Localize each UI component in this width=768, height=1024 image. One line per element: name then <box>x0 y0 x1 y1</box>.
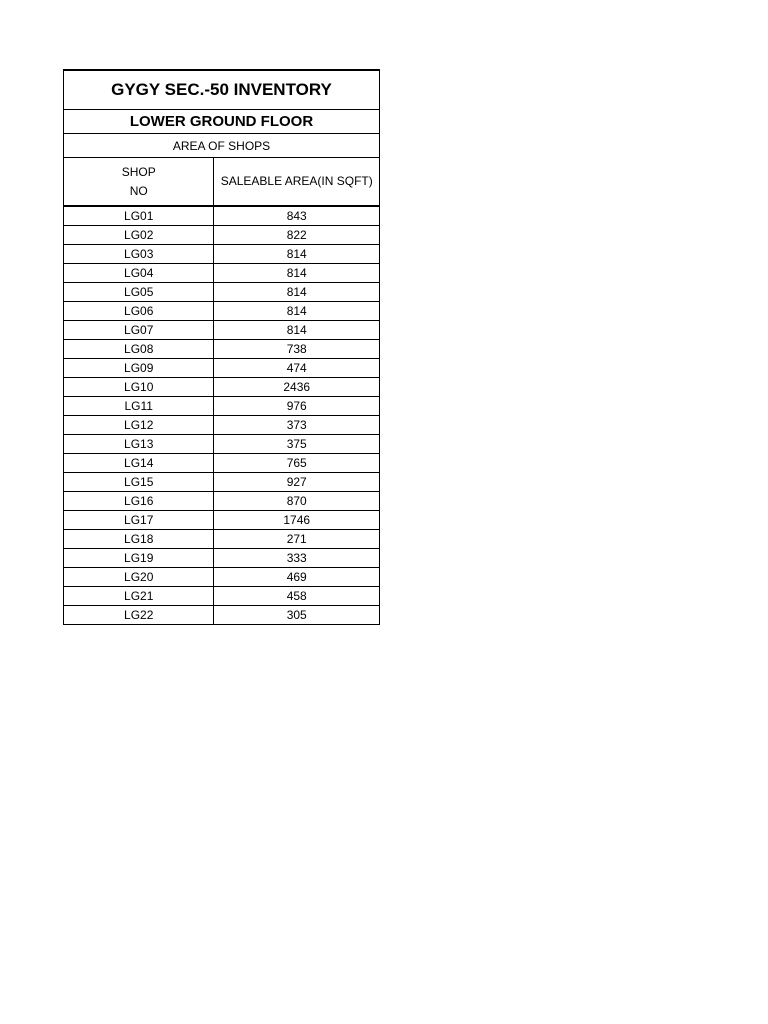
table-row <box>64 283 380 302</box>
table-row <box>64 264 380 283</box>
shop-no-cell: LG11 <box>64 397 214 416</box>
table-row <box>64 206 380 226</box>
table-body <box>64 70 380 625</box>
table-row <box>64 530 380 549</box>
shop-no-cell: LG04 <box>64 264 214 283</box>
section-row <box>64 134 380 158</box>
table-row <box>64 606 380 625</box>
shop-no-cell: LG20 <box>64 568 214 587</box>
table-row <box>64 245 380 264</box>
shop-no-header <box>64 158 214 207</box>
table-row <box>64 416 380 435</box>
shop-no-cell: LG12 <box>64 416 214 435</box>
shop-no-cell: LG13 <box>64 435 214 454</box>
shop-no-cell: LG16 <box>64 492 214 511</box>
table-row <box>64 473 380 492</box>
shop-no-cell: LG01 <box>64 206 214 226</box>
saleable-area-cell: 814 <box>214 264 380 283</box>
saleable-area-cell: 271 <box>214 530 380 549</box>
table-row <box>64 378 380 397</box>
saleable-area-cell: 843 <box>214 206 380 226</box>
table-row <box>64 435 380 454</box>
table-row <box>64 568 380 587</box>
table-row <box>64 587 380 606</box>
shop-no-cell: LG02 <box>64 226 214 245</box>
saleable-area-cell: 458 <box>214 587 380 606</box>
saleable-area-cell: 870 <box>214 492 380 511</box>
table-row <box>64 454 380 473</box>
saleable-area-cell: 927 <box>214 473 380 492</box>
shop-no-cell: LG03 <box>64 245 214 264</box>
saleable-area-cell: 814 <box>214 302 380 321</box>
saleable-area-cell: 305 <box>214 606 380 625</box>
shop-no-cell: LG07 <box>64 321 214 340</box>
table-row <box>64 359 380 378</box>
title-row <box>64 70 380 110</box>
shop-no-cell: LG17 <box>64 511 214 530</box>
inventory-title: GYGY SEC.-50 INVENTORY <box>64 70 380 110</box>
floor-heading: LOWER GROUND FLOOR <box>64 110 380 134</box>
saleable-area-cell: 1746 <box>214 511 380 530</box>
table-row <box>64 226 380 245</box>
shop-no-cell: LG06 <box>64 302 214 321</box>
saleable-area-cell: 469 <box>214 568 380 587</box>
saleable-area-cell: 2436 <box>214 378 380 397</box>
table-row <box>64 302 380 321</box>
saleable-area-cell: 373 <box>214 416 380 435</box>
shop-no-cell: LG22 <box>64 606 214 625</box>
shop-no-cell: LG08 <box>64 340 214 359</box>
shop-no-cell: LG10 <box>64 378 214 397</box>
table-row <box>64 340 380 359</box>
saleable-area-cell: 822 <box>214 226 380 245</box>
shop-no-header-line2: NO <box>129 183 148 198</box>
table-row <box>64 492 380 511</box>
saleable-area-cell: 814 <box>214 245 380 264</box>
inventory-table <box>63 69 380 625</box>
floor-row <box>64 110 380 134</box>
shop-no-cell: LG21 <box>64 587 214 606</box>
saleable-area-cell: 333 <box>214 549 380 568</box>
saleable-area-cell: 765 <box>214 454 380 473</box>
saleable-area-cell: 814 <box>214 321 380 340</box>
table-row <box>64 321 380 340</box>
shop-no-cell: LG19 <box>64 549 214 568</box>
table-row <box>64 397 380 416</box>
shop-no-cell: LG05 <box>64 283 214 302</box>
saleable-area-cell: 976 <box>214 397 380 416</box>
shop-no-header-line1: SHOP <box>121 164 156 179</box>
saleable-area-cell: 814 <box>214 283 380 302</box>
saleable-area-header: SALEABLE AREA(IN SQFT) <box>214 158 380 207</box>
shop-no-cell: LG14 <box>64 454 214 473</box>
saleable-area-cell: 375 <box>214 435 380 454</box>
shop-no-cell: LG15 <box>64 473 214 492</box>
section-heading: AREA OF SHOPS <box>64 134 380 158</box>
saleable-area-cell: 738 <box>214 340 380 359</box>
shop-no-cell: LG18 <box>64 530 214 549</box>
table-row <box>64 511 380 530</box>
table-row <box>64 549 380 568</box>
saleable-area-cell: 474 <box>214 359 380 378</box>
shop-no-cell: LG09 <box>64 359 214 378</box>
column-header-row <box>64 158 380 207</box>
